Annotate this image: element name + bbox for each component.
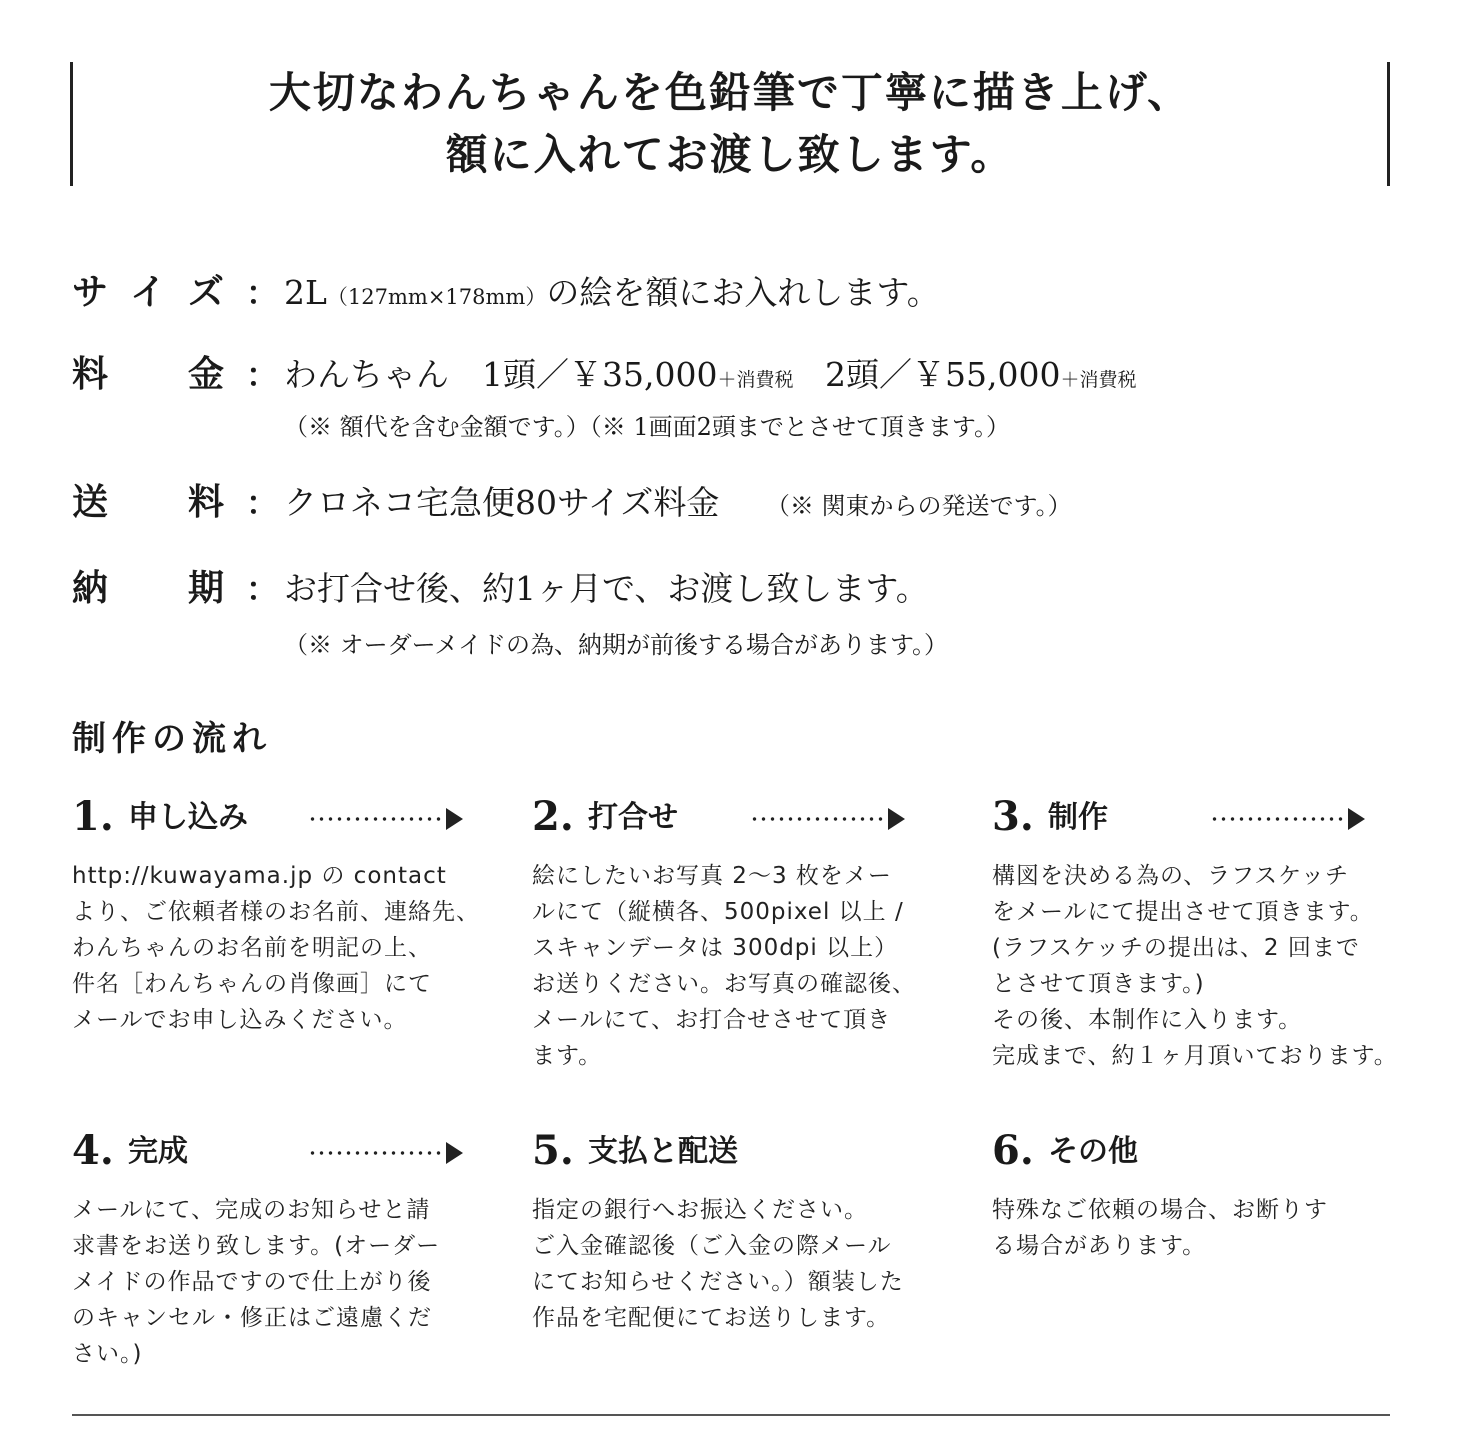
step-5 [532,1126,952,1336]
price-note: （※ 額代を含む金額です。）（※ 1画面2頭までとさせて頂きます。） [284,413,1010,441]
bottom-divider [72,1414,1390,1416]
price-colon: ： [246,356,279,394]
step-name: 制作 [1048,800,1108,835]
step-number: 6. [992,1127,1034,1174]
shipping-colon: ： [246,484,279,522]
step-name: 打合せ [588,800,678,835]
step-description: メールにて、完成のお知らせと請 求書をお送り致します。(オーダー メイドの作品ですので仕上がり後 のキャンセル・修正はご遠慮くだ さい。) [72,1197,441,1367]
size-colon: ： [246,274,279,312]
step-name: 完成 [128,1134,188,1169]
step-4 [72,1126,492,1372]
step-number: 1. [72,793,114,840]
step-3 [992,792,1412,1074]
delivery-label: 納 期 [72,568,224,609]
delivery-value: お打合せ後、約1ヶ月で、お渡し致します。 [284,569,929,608]
shipping-value: クロネコ宅急便80サイズ料金 （※ 関東からの発送です。） [284,483,1072,522]
size-value: 2L（127mm×178mm）の絵を額にお入れします。 [284,273,940,312]
dotted-arrow-icon [308,808,466,830]
step-description: 指定の銀行へお振込ください。 ご入金確認後（ご入金の際メール にてお知らせください。）額装した 作品を宅配便にてお送りします。 [532,1197,904,1331]
delivery-colon: ： [246,570,279,608]
step-number: 3. [992,793,1034,840]
dotted-arrow-icon [1210,808,1368,830]
flow-title: 制作の流れ [72,719,272,759]
price-one-head: ￥35,000 [569,355,718,394]
price-two-heads: ￥55,000 [911,355,1061,394]
step-number: 2. [532,793,574,840]
step-description: 特殊なご依頼の場合、お断りす る場合があります。 [992,1197,1328,1259]
headline-box [70,62,1390,186]
step-name: その他 [1048,1134,1138,1169]
step-name: 支払と配送 [588,1134,738,1169]
step-description: 絵にしたいお写真 2〜3 枚をメー ルにて（縦横各、500pixel 以上 / スキャンデータは 300dpi 以上） お送りください。お写真の確認後、 メールにて、お打合せさせて頂き ます。 [532,863,916,1069]
step-number: 5. [532,1127,574,1174]
dotted-arrow-icon [750,808,908,830]
step-description: http://kuwayama.jp の contact より、ご依頼者様のお名前、連絡先、 わんちゃんのお名前を明記の上、 件名［わんちゃんの肖像画］にて メールでお申し込みください。 [72,863,480,1033]
delivery-note: （※ オーダーメイドの為、納期が前後する場合があります。） [284,631,949,659]
step-2 [532,792,952,1074]
step-description: 構図を決める為の、ラフスケッチ をメールにて提出させて頂きます。 (ラフスケッチの提出は、2 回まで とさせて頂きます。) その後、本制作に入ります。 完成まで、約１ヶ月頂いております。 [992,863,1398,1069]
headline-line-2: 額に入れてお渡し致します。 [445,130,1015,179]
dotted-arrow-icon [308,1142,466,1164]
shipping-note: （※ 関東からの発送です。） [765,492,1072,520]
price-label: 料 金 [72,354,224,395]
headline-line-1: 大切なわんちゃんを色鉛筆で丁寧に描き上げ、 [268,68,1192,117]
price-value: わんちゃん 1頭／￥35,000＋消費税 2頭／￥55,000＋消費税 [284,355,1137,394]
shipping-label: 送 料 [72,482,224,523]
step-name: 申し込み [128,800,248,835]
step-6 [992,1126,1412,1264]
step-number: 4. [72,1127,114,1174]
step-1 [72,792,492,1038]
size-label: サ イ ズ [72,272,224,313]
